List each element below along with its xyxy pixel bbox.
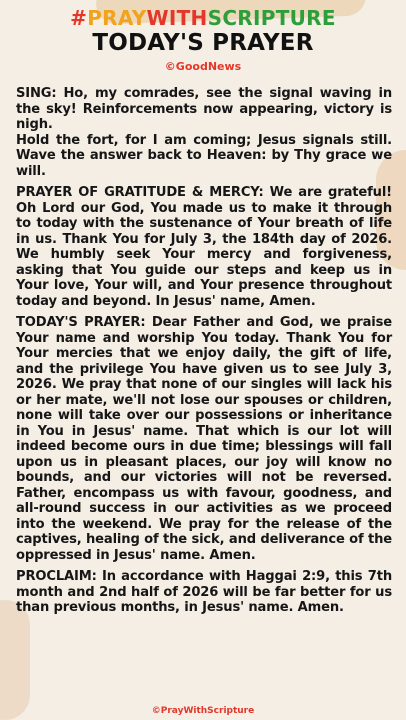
paragraph-line: SING: Ho, my comrades, see the signal waving in the sky! Reinforcements now appearing, victory is nigh.	[16, 86, 392, 132]
hashtag	[0, 6, 406, 30]
paragraph-todays-prayer	[16, 315, 392, 563]
paragraph-line: TODAY'S PRAYER: Dear Father and God, we praise Your name and worship You today. Thank You for Your mercies that we enjoy daily, the gift of life, and the privilege You have given us to see July 3, 2026. We pray that none of our singles will lack his or her mate, we'll not lose our spouses or children, none will take over our possessions or inheritance in You in Jesus' name. That which is our lot will indeed become ours in due time; blessings will fall upon us in pleasant places, our joy will know no bounds, and our victories will not be reversed. Father, encompass us with favour, goodness, and all-round success in our activities as we proceed into the weekend. We pray for the release of the captives, healing of the sick, and deliverance of the oppressed in Jesus' name. Amen.	[16, 315, 392, 563]
hashtag-part: WITH	[146, 6, 208, 30]
paragraph-line: PROCLAIM: In accordance with Haggai 2:9, this 7th month and 2nd half of 2026 will be far better for us than previous months, in Jesus' name. Amen.	[16, 569, 392, 615]
header	[0, 6, 406, 74]
paragraph-gratitude	[16, 185, 392, 309]
hashtag-part: SCRIPTURE	[207, 6, 336, 30]
paragraph-sing	[16, 86, 392, 179]
hashtag-part: #	[70, 6, 88, 30]
paragraph-proclaim	[16, 569, 392, 616]
paragraph-line: PRAYER OF GRATITUDE & MERCY: We are grateful! Oh Lord our God, You made us to make it through to today with the sustenance of Your breath of life in us. Thank You for July 3, the 184th day of 2026. We humbly seek Your mercy and forgiveness, asking that You guide our steps and keep us in Your love, Your will, and Your presence throughout today and beyond. In Jesus' name, Amen.	[16, 185, 392, 309]
decorative-blob	[0, 600, 30, 720]
prayer-content	[16, 86, 392, 616]
footer-credit: ©PrayWithScripture	[151, 706, 255, 716]
paragraph-line: Hold the fort, for I am coming; Jesus signals still. Wave the answer back to Heaven: by Thy grace we will.	[16, 132, 392, 179]
header-credit: ©GoodNews	[164, 60, 242, 73]
page-title: TODAY'S PRAYER	[92, 30, 314, 56]
hashtag-part: PRAY	[87, 6, 147, 30]
